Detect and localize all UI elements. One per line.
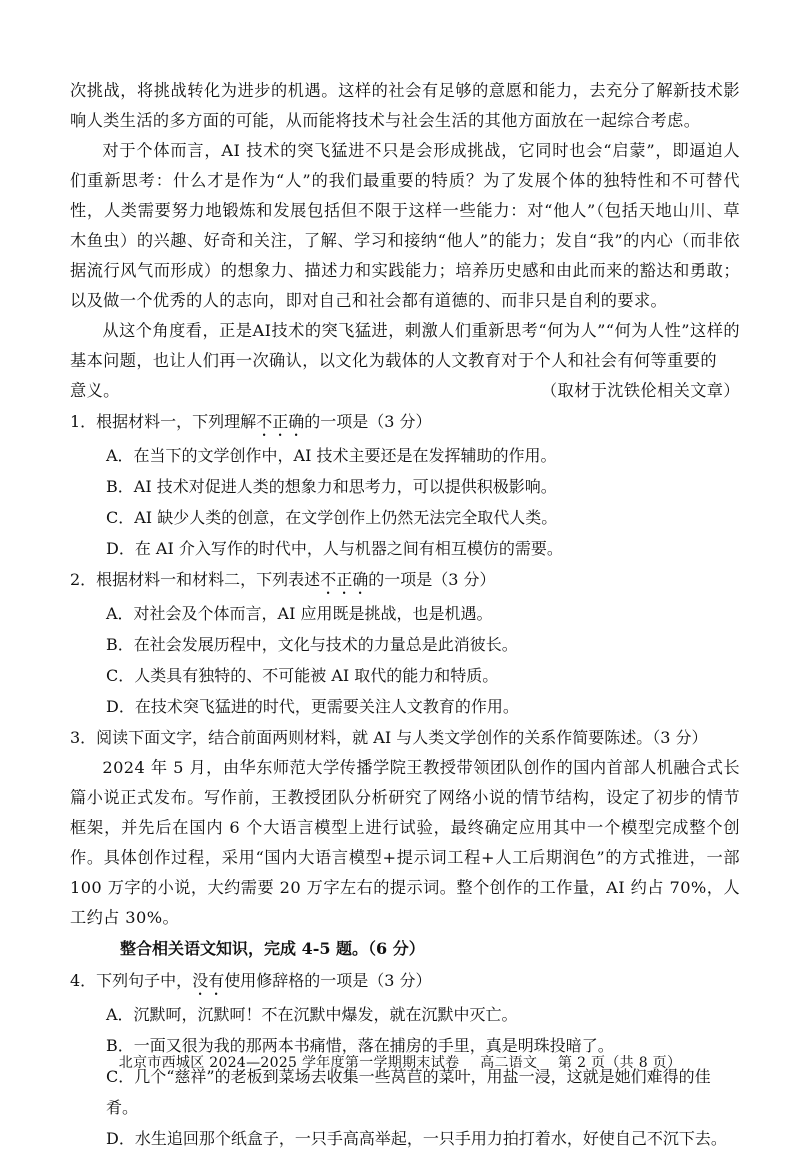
- footer-exam-title: 北京市西城区 2024—2025 学年度第一学期期末试卷: [118, 1055, 460, 1071]
- paragraph-ending-text: 意义。: [70, 381, 120, 400]
- question-1-option-c: C．AI 缺少人类的创意，在文学创作上仍然无法完全取代人类。: [106, 508, 558, 527]
- page-content: [70, 76, 740, 1154]
- question-2-suffix: 的一项是（3 分）: [368, 570, 496, 589]
- question-2-emphasis: 不正确: [320, 570, 369, 589]
- page-footer: [0, 1052, 800, 1072]
- question-4-option-b: B．一面又很为我的那两本书痛惜，落在捕房的手里，真是明珠投暗了。: [106, 1036, 614, 1055]
- question-1-option-b: B．AI 技术对促进人类的想象力和思考力，可以提供积极影响。: [106, 477, 557, 496]
- paragraph-perspective: 从这个角度看，正是AI技术的突飞猛进，刺激人们重新思考“何为人”“何为人性”这样的基本问题，也让人们再一次确认，以文化为载体的人文教育对于个人和社会有何等重要的: [70, 321, 740, 370]
- question-4-prefix: 4．下列句子中，: [70, 971, 193, 990]
- paragraph-individual: 对于个体而言，AI 技术的突飞猛进不只是会形成挑战，它同时也会“启蒙”，即逼迫人们重新思考：什么才是作为“人”的我们最重要的特质？为了发展个体的独特性和不可替代性，人类需要努力地锻炼和发展包括但不限于这样一些能力：对“他人”（包括天地山川、草木鱼虫）的兴趣、好奇和关注，了解、学习和接纳“他人”的能力；发自“我”的内心（而非依据流行风气而形成）的想象力、描述力和实践能力；培养历史感和由此而来的豁达和勇敢；以及做一个优秀的人的志向，即对自己和社会都有道德的、而非只是自利的要求。: [70, 141, 740, 310]
- question-1-suffix: 的一项是（3 分）: [304, 412, 432, 431]
- question-3-passage: 2024 年 5 月，由华东师范大学传播学院王教授带领团队创作的国内首部人机融合式长篇小说正式发布。写作前，王教授团队分析研究了网络小说的情节结构，设定了初步的情节框架，并先后在国内 6 个大语言模型上进行试验，最终确定应用其中一个模型完成整个创作。具体创作过程，采用“国内大语言模型+提示词工程+人工后期润色”的方式推进，一部 100 万字的小说，大约需要 20 万字左右的提示词。整个创作的工作量，AI 约占 70%，人工约占 30%。: [70, 758, 740, 927]
- paragraph-continued: 次挑战，将挑战转化为进步的机遇。这样的社会有足够的意愿和能力，去充分了解新技术影响人类生活的多方面的可能，从而能将技术与社会生活的其他方面放在一起综合考虑。: [70, 81, 740, 130]
- question-2-option-d: D．在技术突飞猛进的时代，更需要关注人文教育的作用。: [106, 697, 519, 716]
- question-4-option-d: D．水生追回那个纸盒子，一只手高高举起，一只手用力拍打着水，好使自己不沉下去。: [106, 1129, 727, 1148]
- question-1-emphasis: 不正确: [256, 412, 305, 431]
- question-4-stem: [70, 965, 740, 999]
- paragraph-ending-line: [70, 376, 740, 406]
- question-2-stem: [70, 564, 740, 598]
- source-citation: （取材于沈铁伦相关文章）: [540, 381, 740, 400]
- question-4-option-a: A．沉默呵，沉默呵！不在沉默中爆发，就在沉默中灭亡。: [106, 1005, 518, 1024]
- question-1-prefix: 1．根据材料一，下列理解: [70, 412, 257, 431]
- question-2-option-a: A．对社会及个体而言，AI 应用既是挑战，也是机遇。: [106, 604, 493, 623]
- question-4-suffix: 使用修辞格的一项是（3 分）: [224, 971, 432, 990]
- section-heading: 整合相关语文知识，完成 4-5 题。（6 分）: [120, 939, 425, 958]
- question-2-option-b: B．在社会发展历程中，文化与技术的力量总是此消彼长。: [106, 635, 518, 654]
- question-2-prefix: 2．根据材料一和材料二，下列表述: [70, 570, 321, 589]
- question-2-option-c: C．人类具有独特的、不可能被 AI 取代的能力和特质。: [106, 666, 499, 685]
- question-1-option-d: D．在 AI 介入写作的时代中，人与机器之间有相互模仿的需要。: [106, 539, 563, 558]
- footer-subject: 高二语文: [480, 1055, 538, 1071]
- question-3-stem: 3．阅读下面文字，结合前面两则材料，就 AI 与人类文学创作的关系作简要陈述。（3 分）: [70, 728, 708, 747]
- question-1-option-a: A．在当下的文学创作中，AI 技术主要还是在发挥辅助的作用。: [106, 446, 557, 465]
- question-4-emphasis: 没有: [192, 971, 225, 990]
- question-1-stem: [70, 406, 740, 440]
- question-4-option-c: C．几个“慈祥”的老板到菜场去收集一些莴苣的菜叶，用盐一浸，这就是她们难得的佳肴。: [106, 1067, 711, 1117]
- footer-page-number: 第 2 页（共 8 页）: [558, 1055, 682, 1071]
